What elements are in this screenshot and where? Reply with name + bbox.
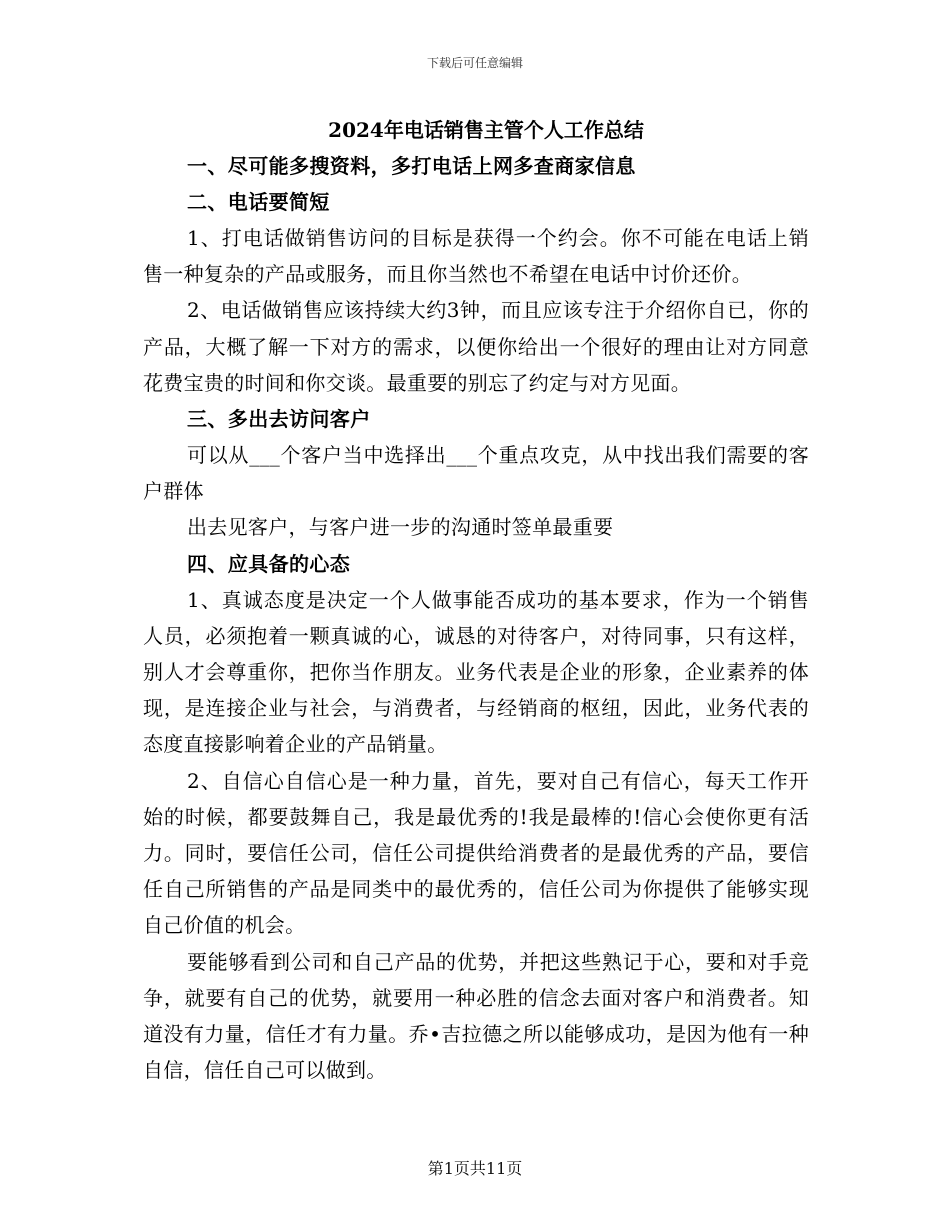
page-header-note: 下载后可任意编辑 [426, 56, 523, 70]
paragraph: 2、自信心自信心是一种力量，首先，要对自己有信心，每天工作开始的时候，都要鼓舞自己，我是最优秀的!我是最棒的!信心会使你更有活力。同时，要信任公司，信任公司提供给消费者的是最优秀的产品，要信任自己所销售的产品是同类中的最优秀的，信任公司为你提供了能够实现自己价值的机会。 [143, 768, 809, 938]
section-heading-2: 二、电话要简短 [187, 190, 330, 214]
paragraph: 出去见客户，与客户进一步的沟通时签单最重要 [187, 515, 614, 540]
section-heading-3: 三、多出去访问客户 [187, 407, 371, 432]
paragraph: 1、打电话做销售访问的目标是获得一个约会。你不可能在电话上销售一种复杂的产品或服务，而且你当然也不希望在电话中讨价还价。 [143, 226, 809, 287]
document-title-text: 2024年电话销售主管个人工作总结 [328, 118, 644, 142]
section-heading-1: 一、尽可能多搜资料，多打电话上网多查商家信息 [187, 154, 636, 178]
document-title [143, 112, 809, 148]
paragraph: 要能够看到公司和自己产品的优势，并把这些熟记于心，要和对手竞争，就要有自己的优势，就要用一种必胜的信念去面对客户和消费者。知道没有力量，信任才有力量。乔•吉拉德之所以能够成功，是因为他有一种自信，信任自己可以做到。 [143, 949, 809, 1083]
document-body [143, 112, 809, 1088]
paragraph: 2、电话做销售应该持续大约3钟，而且应该专注于介绍你自已，你的产品，大概了解一下对方的需求，以便你给出一个很好的理由让对方同意花费宝贵的时间和你交谈。最重要的别忘了约定与对方见面。 [143, 298, 809, 395]
page-number: 第1页共11页 [427, 1159, 523, 1178]
paragraph: 1、真诚态度是决定一个人做事能否成功的基本要求，作为一个销售人员，必须抱着一颗真诚的心，诚恳的对待客户，对待同事，只有这样，别人才会尊重你，把你当作朋友。业务代表是企业的形象，企业素养的体现，是连接企业与社会，与消费者，与经销商的枢纽，因此，业务代表的态度直接影响着企业的产品销量。 [143, 587, 809, 757]
paragraph: 可以从___个客户当中选择出___个重点攻克，从中找出我们需要的客户群体 [143, 443, 809, 504]
section-heading-4: 四、应具备的心态 [187, 551, 351, 576]
